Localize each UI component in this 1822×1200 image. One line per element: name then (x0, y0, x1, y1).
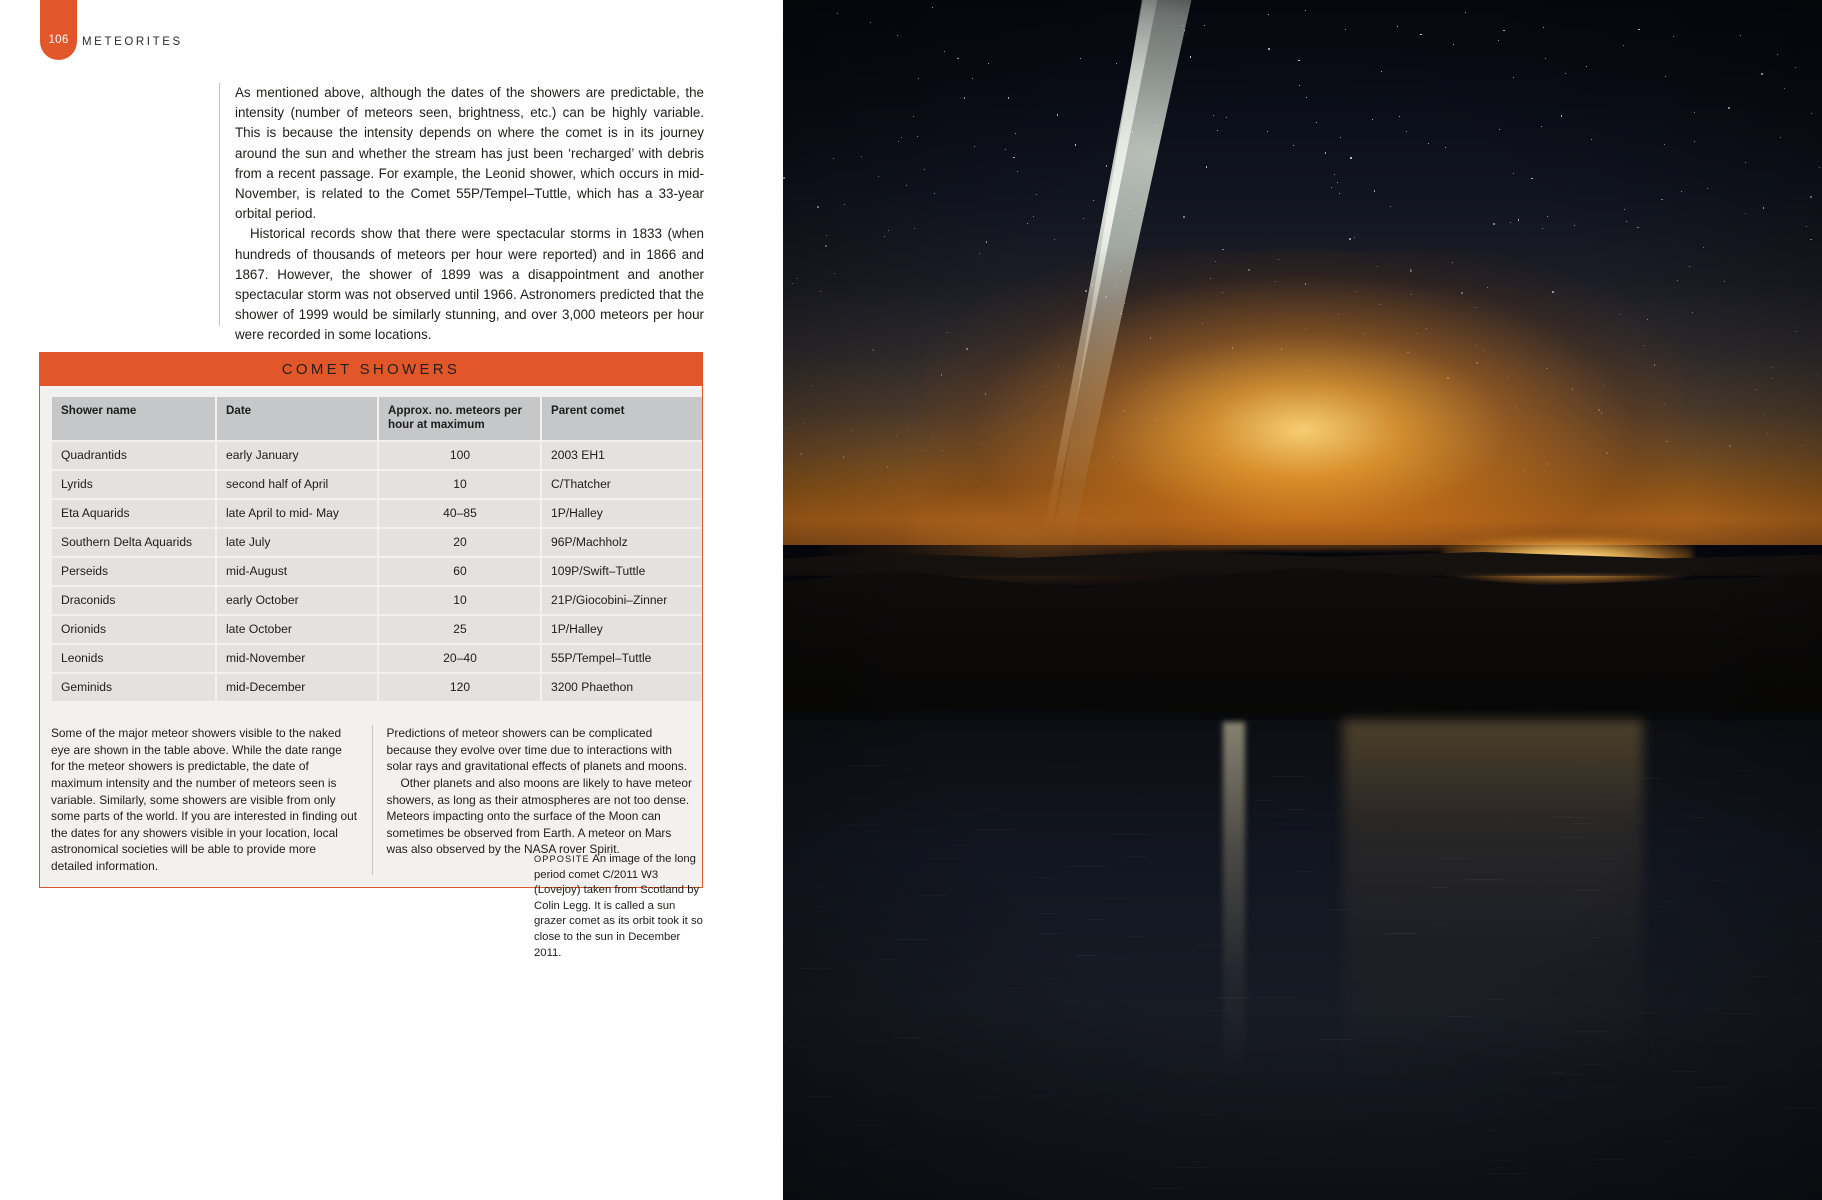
star (1513, 173, 1514, 174)
ripple (1737, 770, 1750, 771)
table-row (52, 442, 702, 469)
cell-meteor-rate: 100 (379, 442, 540, 469)
table-row (52, 558, 702, 585)
running-head: METEORITES (82, 36, 183, 48)
cell-date: late April to mid- May (217, 500, 377, 527)
ripple (1595, 1159, 1627, 1160)
star (1349, 238, 1351, 240)
star (1267, 131, 1268, 132)
cell-parent-comet: 1P/Halley (542, 616, 702, 643)
star (783, 177, 785, 179)
ripple (1195, 945, 1221, 946)
ripple (1688, 1157, 1717, 1158)
photo-caption-lead: OPPOSITE (534, 854, 590, 864)
panel-table-wrap (40, 386, 702, 713)
ripple (1601, 863, 1614, 864)
ripple (1449, 1016, 1471, 1017)
ripple (978, 940, 1010, 941)
table-row (52, 674, 702, 701)
ripple (1506, 820, 1515, 821)
ripple (926, 858, 965, 859)
star (1399, 116, 1400, 117)
star (1810, 196, 1812, 198)
cell-shower-name: Perseids (52, 558, 215, 585)
star (834, 273, 835, 274)
cell-shower-name: Geminids (52, 674, 215, 701)
ripple (1076, 955, 1098, 956)
ripple (1706, 1009, 1719, 1010)
ripple (1551, 817, 1588, 818)
star (1008, 97, 1009, 98)
ripple (1008, 991, 1023, 992)
cell-meteor-rate: 60 (379, 558, 540, 585)
star (1306, 97, 1307, 98)
ripple (1596, 799, 1615, 800)
ripple (913, 1051, 949, 1052)
table-row (52, 500, 702, 527)
table-row (52, 471, 702, 498)
comet-showers-panel (39, 352, 703, 888)
cell-meteor-rate: 10 (379, 587, 540, 614)
star (918, 78, 919, 79)
star (934, 193, 935, 194)
body-paragraph-1: As mentioned above, although the dates of the showers are predictable, the intensity (number of meteors seen, brightness, etc.) can be highly variable. This is because the intensity depends on where the comet is in its journey around the sun and whether the stream has just been ‘recharged’ with debris from a recent passage. For example, the Leonid shower, which occurs in mid-November, is related to the Comet 55P/Tempel–Tuttle, which has a 33-year orbital period. (235, 85, 704, 222)
ripple (1335, 1099, 1362, 1100)
cell-date: mid-November (217, 645, 377, 672)
ripple (917, 922, 925, 923)
cell-parent-comet: 96P/Machholz (542, 529, 702, 556)
star (1806, 226, 1807, 227)
ripple (1205, 936, 1234, 937)
star (1075, 144, 1076, 145)
star (870, 22, 871, 23)
cell-shower-name: Southern Delta Aquarids (52, 529, 215, 556)
ripple (1058, 1002, 1080, 1003)
page-number: 106 (48, 34, 69, 46)
star (1661, 199, 1662, 200)
star (1624, 209, 1625, 210)
cell-parent-comet: 1P/Halley (542, 500, 702, 527)
cell-meteor-rate: 20–40 (379, 645, 540, 672)
panel-banner (40, 353, 702, 386)
ripple (1639, 1012, 1658, 1013)
cell-date: mid-December (217, 674, 377, 701)
star (1591, 139, 1592, 140)
ripple (843, 825, 880, 826)
ripple (1207, 1010, 1239, 1011)
star (1183, 216, 1185, 218)
water-glow-reflection (1343, 720, 1643, 1190)
star (1802, 445, 1803, 446)
ripple (1570, 1164, 1605, 1165)
star (1057, 114, 1058, 115)
star (1298, 60, 1299, 61)
column-header-shower-name: Shower name (52, 397, 215, 440)
ripple (1634, 1116, 1663, 1117)
ripple (806, 1096, 835, 1097)
ripple (812, 886, 825, 887)
star (1015, 133, 1016, 134)
cell-date: mid-August (217, 558, 377, 585)
star (1013, 157, 1014, 158)
ripple (878, 959, 898, 960)
cell-meteor-rate: 120 (379, 674, 540, 701)
comet-showers-table (50, 395, 704, 703)
star (852, 430, 853, 431)
ripple (914, 895, 947, 896)
horizon-glow-main (923, 250, 1683, 550)
ripple (1125, 856, 1146, 857)
star (1724, 281, 1725, 282)
cell-shower-name: Lyrids (52, 471, 215, 498)
ripple (862, 1150, 897, 1151)
ripple (1148, 1188, 1182, 1189)
panel-title: COMET SHOWERS (281, 361, 461, 378)
column-header-meteor-rate: Approx. no. meteors per hour at maximum (379, 397, 540, 440)
table-body (52, 442, 702, 701)
ripple (787, 1047, 813, 1048)
ripple (1803, 941, 1822, 942)
ripple (1267, 770, 1282, 771)
table-header-row (52, 397, 702, 440)
ripple (1253, 800, 1274, 801)
caption-column-left (51, 725, 372, 874)
ripple (1575, 760, 1600, 761)
ripple (1217, 997, 1251, 998)
photo-caption-text: An image of the long period comet C/2011 W3 (Lovejoy) taken from Scotland by Colin Legg. It is called a sun grazer comet as its orbit took it so close to the sun in December 2011. (534, 853, 703, 959)
ripple (1667, 851, 1680, 852)
ripple (1652, 906, 1678, 907)
caption-right-paragraph-2: Other planets and also moons are likely to have meteor showers, as long as their atmospheres are not too dense. Meteors impacting onto the surface of the Moon can sometimes be observed from Earth. A meteor on Mars was also observed by the NASA rover Spirit. (386, 775, 692, 857)
cell-shower-name: Orionids (52, 616, 215, 643)
ripple (1130, 936, 1145, 937)
star (1331, 187, 1332, 188)
star (897, 35, 898, 36)
star (825, 245, 827, 247)
star (1547, 216, 1548, 217)
cell-date: early January (217, 442, 377, 469)
star (1106, 165, 1107, 166)
ripple (1037, 933, 1061, 934)
ripple (1548, 858, 1560, 859)
star (1374, 190, 1375, 191)
ripple (838, 1164, 848, 1165)
cell-date: second half of April (217, 471, 377, 498)
ripple (1431, 887, 1447, 888)
cell-parent-comet: 3200 Phaethon (542, 674, 702, 701)
caption-right-paragraph-1: Predictions of meteor showers can be complicated because they evolve over time due to interactions with solar rays and gravitational effects of planets and moons. (386, 726, 688, 774)
table-row (52, 616, 702, 643)
star (1299, 85, 1300, 86)
star (1080, 58, 1081, 59)
star (1513, 77, 1514, 78)
star (844, 204, 845, 205)
star (1334, 174, 1335, 175)
ripple (1594, 966, 1611, 967)
ripple (1810, 1065, 1822, 1066)
ripple (1497, 1167, 1503, 1168)
body-text-block (219, 83, 704, 346)
ripple (1440, 858, 1469, 859)
cell-parent-comet: 2003 EH1 (542, 442, 702, 469)
ripple (1499, 1177, 1522, 1178)
ripple (1287, 809, 1304, 810)
ripple (1037, 913, 1058, 914)
star (1420, 34, 1421, 35)
star (1017, 171, 1018, 172)
star (1694, 112, 1695, 113)
star (1350, 157, 1351, 158)
ripple (1556, 837, 1586, 838)
ripple (1753, 976, 1769, 977)
cell-meteor-rate: 40–85 (379, 500, 540, 527)
cell-shower-name: Quadrantids (52, 442, 215, 469)
star (1033, 216, 1034, 217)
star (1493, 223, 1495, 225)
star (1638, 29, 1639, 30)
ripple (1433, 924, 1447, 925)
cell-parent-comet: 55P/Tempel–Tuttle (542, 645, 702, 672)
ripple (1062, 1157, 1070, 1158)
cell-meteor-rate: 25 (379, 616, 540, 643)
star (1755, 389, 1756, 390)
column-header-date: Date (217, 397, 377, 440)
ripple (1782, 867, 1790, 868)
cell-date: late July (217, 529, 377, 556)
ripple (1110, 834, 1150, 835)
cell-parent-comet: 21P/Giocobini–Zinner (542, 587, 702, 614)
ripple (1002, 988, 1027, 989)
star (1325, 152, 1326, 153)
cell-date: late October (217, 616, 377, 643)
ripple (1281, 825, 1318, 826)
ripple (1326, 909, 1349, 910)
ripple (819, 906, 828, 907)
caption-left-paragraph-1: Some of the major meteor showers visible to the naked eye are shown in the table above. While the date range for the meteor showers is predictable, the date of maximum intensity and the number of meteors seen is variable. Similarly, some showers are visible from only some parts of the world. If you are interested in finding out the dates for any showers visible in your location, local astronomical societies will be able to provide more detailed information. (51, 726, 358, 873)
table-row (52, 587, 702, 614)
star (797, 278, 798, 279)
cell-meteor-rate: 20 (379, 529, 540, 556)
ripple (1085, 919, 1105, 920)
cell-meteor-rate: 10 (379, 471, 540, 498)
ripple (1574, 890, 1604, 891)
ripple (1272, 822, 1295, 823)
cell-shower-name: Eta Aquarids (52, 500, 215, 527)
ripple (1465, 879, 1502, 880)
column-header-parent-comet: Parent comet (542, 397, 702, 440)
star (1637, 227, 1638, 228)
ripple (1199, 1114, 1217, 1115)
star (1745, 213, 1746, 214)
ripple (1112, 958, 1134, 959)
star (986, 241, 987, 242)
star (1780, 137, 1781, 138)
ripple (1784, 1107, 1819, 1108)
ripple (1487, 1173, 1527, 1174)
star (1745, 162, 1746, 163)
ripple (1572, 823, 1594, 824)
ripple (849, 765, 885, 766)
cell-shower-name: Draconids (52, 587, 215, 614)
ripple (1193, 1161, 1200, 1162)
star (1005, 149, 1006, 150)
star (1542, 228, 1543, 229)
star (1531, 178, 1532, 179)
star (800, 453, 802, 455)
comet-photograph (783, 0, 1822, 1200)
star (885, 431, 886, 432)
ripple (1489, 1160, 1514, 1161)
star (786, 427, 787, 428)
star (1692, 312, 1693, 313)
left-text-page (0, 0, 783, 1200)
star (1190, 56, 1191, 57)
ripple (971, 832, 979, 833)
star (826, 235, 827, 236)
photo-caption (534, 852, 706, 961)
ripple (901, 769, 908, 770)
ripple (1237, 1104, 1244, 1105)
star (1217, 130, 1218, 131)
ripple (1582, 1041, 1593, 1042)
star (1665, 76, 1666, 77)
star (914, 228, 915, 229)
water-surface (783, 720, 1822, 1200)
cell-shower-name: Leonids (52, 645, 215, 672)
ripple (1690, 817, 1705, 818)
ripple (1664, 1141, 1677, 1142)
cell-date: early October (217, 587, 377, 614)
ripple (1318, 1039, 1352, 1040)
ripple (983, 809, 1000, 810)
star (957, 58, 958, 59)
ripple (799, 968, 835, 969)
star (1204, 25, 1205, 26)
ripple (1667, 1044, 1686, 1045)
star (1728, 107, 1730, 109)
folio-tab (40, 0, 77, 60)
ripple (1530, 881, 1538, 882)
ripple (1642, 778, 1660, 779)
cell-parent-comet: C/Thatcher (542, 471, 702, 498)
ripple (1035, 877, 1050, 878)
star (1268, 48, 1270, 50)
body-paragraph-2: Historical records show that there were spectacular storms in 1833 (when hundreds of thousands of meteors per hour were reported) and in 1866 and 1867. However, the shower of 1899 was a disappointment and another spectacular storm was not observed until 1966. Astronomers predicted that the shower of 1999 would be similarly stunning, and over 3,000 meteors per hour were recorded in some locations. (235, 226, 704, 343)
table-row (52, 529, 702, 556)
ripple (1693, 1087, 1732, 1088)
ripple (1029, 1094, 1049, 1095)
ripple (892, 1037, 920, 1038)
comet-water-reflection (1223, 722, 1245, 1082)
ripple (1715, 880, 1724, 881)
ripple (1049, 766, 1079, 767)
ripple (1067, 866, 1106, 867)
ripple (892, 939, 929, 940)
ripple (856, 1125, 882, 1126)
cell-parent-comet: 109P/Swift–Tuttle (542, 558, 702, 585)
ripple (1662, 901, 1676, 902)
ripple (1489, 1130, 1496, 1131)
table-row (52, 645, 702, 672)
star (913, 116, 914, 117)
star (1761, 73, 1763, 75)
